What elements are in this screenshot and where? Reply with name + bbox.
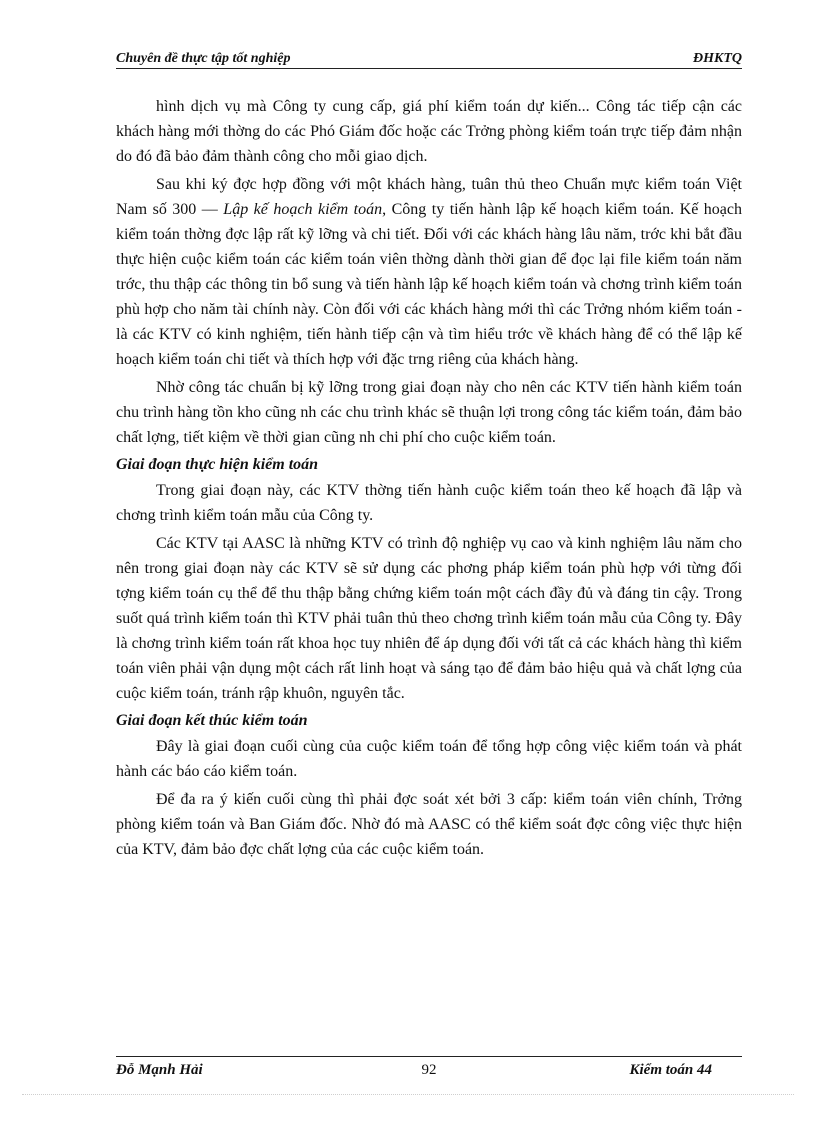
paragraph: Để đa ra ý kiến cuối cùng thì phải đợc soát xét bởi 3 cấp: kiểm toán viên chính, Trởng phòng kiểm toán và Ban Giám đốc. Nhờ đó mà AASC có thể kiểm soát đợc công việc thực hiện của KTV, đảm bảo đợc chất lợng của các cuộc kiểm toán.	[116, 791, 742, 858]
paragraph-text: Sau khi ký đợc hợp đồng với một khách hàng, tuân thủ theo Chuẩn mực kiểm toán Việt Nam số 300 —	[116, 176, 742, 218]
section-heading: Giai đoạn kết thúc kiểm toán	[116, 712, 308, 729]
document-body	[116, 94, 742, 865]
page-number: 92	[421, 1062, 437, 1078]
paragraph: Các KTV tại AASC là những KTV có trình độ nghiệp vụ cao và kinh nghiệm lâu năm cho nên trong giai đoạn này các KTV sẽ sử dụng các phơng pháp kiểm toán phù hợp với từng đối tợng kiểm toán cụ thể để thu thập bằng chứng kiểm toán một cách đầy đủ và đáng tin cậy. Trong suốt quá trình kiểm toán thì KTV phải tuân thủ theo chơng trình kiểm toán mẫu của Công ty. Đây là chơng trình kiểm toán rất khoa học tuy nhiên để áp dụng đối với tất cả các khách hàng thì kiểm toán viên phải vận dụng một cách rất linh hoạt và sáng tạo để đảm bảo hiệu quả và chất lợng của cuộc kiểm toán, tránh rập khuôn, nguyên tắc.	[116, 535, 742, 702]
page-header	[116, 50, 742, 69]
header-school: ĐHKTQ	[693, 51, 742, 66]
header-title: Chuyên đề thực tập tốt nghiệp	[116, 51, 291, 66]
page-edge-divider	[22, 1094, 794, 1095]
footer-class: Kiểm toán 44	[629, 1062, 712, 1078]
paragraph	[116, 172, 742, 372]
paragraph-text: , Công ty tiến hành lập kế hoạch kiểm toán. Kế hoạch kiểm toán thờng đợc lập rất kỹ lỡng và chi tiết. Đối với các khách hàng lâu năm, trớc khi bắt đầu thực hiện cuộc kiểm toán các kiểm toán viên thờng dành thời gian để đọc lại file kiểm toán năm trớc, thu thập các thông tin bổ sung và tiến hành lập kế hoạch kiểm toán và chơng trình kiểm toán phù hợp cho năm tài chính này. Còn đối với các khách hàng mới thì các Trởng nhóm kiểm toán - là các KTV có kinh nghiệm, tiến hành tiếp cận và tìm hiểu trớc về khách hàng để có thể lập kế hoạch kiểm toán chi tiết và thích hợp với đặc trng riêng của khách hàng.	[116, 201, 742, 368]
paragraph: Đây là giai đoạn cuối cùng của cuộc kiểm toán để tổng hợp công việc kiểm toán và phát hành các báo cáo kiểm toán.	[116, 738, 742, 780]
paragraph: Nhờ công tác chuẩn bị kỹ lỡng trong giai đoạn này cho nên các KTV tiến hành kiểm toán chu trình hàng tồn kho cũng nh các chu trình khác sẽ thuận lợi trong công tác kiểm toán, đảm bảo chất lợng, tiết kiệm về thời gian cũng nh chi phí cho cuộc kiểm toán.	[116, 379, 742, 446]
page-footer	[116, 1056, 742, 1077]
paragraph: hình dịch vụ mà Công ty cung cấp, giá phí kiểm toán dự kiến... Công tác tiếp cận các khách hàng mới thờng do các Phó Giám đốc hoặc các Trởng phòng kiểm toán trực tiếp đảm nhận do đó đã bảo đảm thành công cho mỗi giao dịch.	[116, 98, 742, 165]
standard-title: Lập kế hoạch kiểm toán	[223, 201, 383, 218]
paragraph: Trong giai đoạn này, các KTV thờng tiến hành cuộc kiểm toán theo kế hoạch đã lập và chơng trình kiểm toán mẫu của Công ty.	[116, 482, 742, 524]
footer-author: Đỗ Mạnh Hải	[116, 1062, 203, 1078]
section-heading: Giai đoạn thực hiện kiểm toán	[116, 456, 319, 473]
